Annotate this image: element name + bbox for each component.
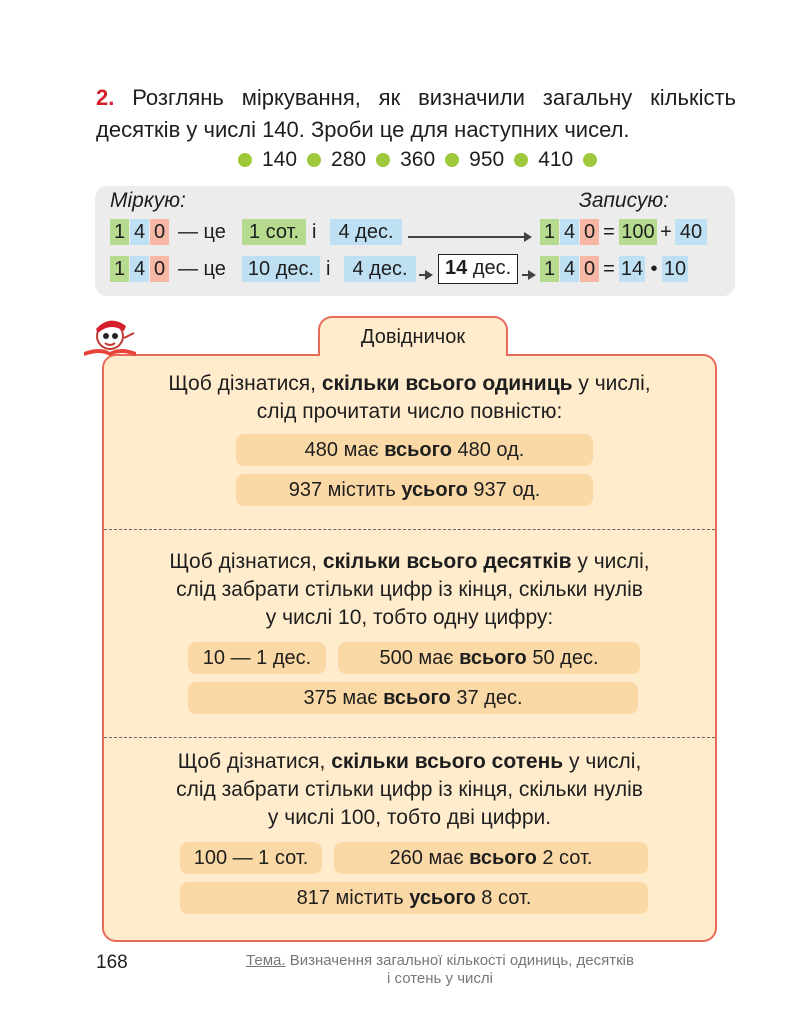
- page-footer: [210, 952, 670, 988]
- example-bold: усього: [409, 887, 476, 909]
- hundreds-example-3: [180, 882, 648, 914]
- units-example-1: [236, 434, 593, 466]
- number-item: 360: [400, 148, 436, 171]
- hundreds-example-2: [334, 842, 648, 874]
- and-text: і: [312, 221, 317, 243]
- reasoning-line-1: [110, 219, 720, 245]
- tens-example-3: [188, 682, 638, 714]
- rule-post: у числі,: [577, 550, 650, 573]
- rule-pre: Щоб дізнатися,: [168, 372, 317, 395]
- reasoning-line-2: [110, 256, 720, 282]
- hundreds-example-1: 100 — 1 сот.: [180, 842, 322, 874]
- value-tens: 40: [675, 219, 707, 245]
- section-divider: [104, 529, 715, 530]
- rule-line2: слід забрати стільки цифр із кінця, скільки нулів: [176, 578, 643, 601]
- numbers-row: [228, 145, 607, 175]
- number-item: 410: [538, 148, 574, 171]
- example-bold: всього: [384, 439, 452, 461]
- rule-pre: Щоб дізнатися,: [169, 550, 318, 573]
- example-text: 50 дес.: [532, 647, 599, 669]
- digit-hundreds: 1: [110, 219, 129, 245]
- rule-post: у числі,: [578, 372, 651, 395]
- section-divider: [104, 737, 715, 738]
- rule-line3: у числі 100, тобто дві цифри.: [267, 806, 552, 829]
- digit-hundreds: 1: [110, 256, 129, 282]
- reasoning-header: Міркую:: [110, 189, 186, 212]
- part-tens: 4 дес.: [330, 219, 402, 245]
- example-text: 2 сот.: [542, 847, 593, 869]
- arrow-icon: [408, 236, 530, 238]
- helper-tab: Довідничок: [318, 316, 508, 356]
- example-text: 480 од.: [457, 439, 525, 461]
- value-hundreds: 100: [619, 219, 657, 245]
- footer-topic-text: Визначення загальної кількості одиниць, десятків: [289, 952, 634, 969]
- writing-header: Записую:: [579, 189, 669, 212]
- example-text: 37 дес.: [456, 687, 523, 709]
- example-bold: всього: [383, 687, 451, 709]
- hundreds-rule: [102, 748, 717, 832]
- digit-hundreds: 1: [540, 256, 559, 282]
- digit-units: 0: [580, 219, 599, 245]
- equals-sign: =: [603, 221, 615, 243]
- total-tens-box: [438, 254, 518, 284]
- bullet-dot-icon: [238, 153, 252, 167]
- dash-text: — це: [178, 221, 226, 243]
- example-text: 375 має: [303, 687, 378, 709]
- task-text: Розглянь міркування, як визначили загальну кількість десятків у числі 140. Зроби це для наступних чисел.: [96, 85, 736, 142]
- rule-bold: скільки всього одиниць: [321, 372, 573, 395]
- tens-example-2: [338, 642, 640, 674]
- part-tens: 4 дес.: [344, 256, 416, 282]
- example-text: 8 сот.: [481, 887, 532, 909]
- page-number: 168: [96, 952, 128, 973]
- footer-topic-label: Тема.: [246, 952, 286, 969]
- rule-bold: скільки всього сотень: [331, 750, 564, 773]
- example-text: 480 має: [304, 439, 379, 461]
- number-item: 280: [331, 148, 367, 171]
- rule-line2: слід прочитати число повністю:: [256, 400, 563, 423]
- part-tens: 10 дес.: [242, 256, 320, 282]
- multiply-sign: •: [650, 258, 658, 280]
- arrow-icon: [419, 274, 431, 276]
- footer-topic-text-2: і сотень у числі: [387, 970, 493, 987]
- rule-post: у числі,: [569, 750, 642, 773]
- digit-hundreds: 1: [540, 219, 559, 245]
- value-tens: 14: [620, 258, 644, 280]
- example-text: 937 од.: [473, 479, 541, 501]
- equals-sign: =: [603, 258, 615, 280]
- value-ten: 10: [663, 258, 687, 280]
- rule-line3: у числі 10, тобто одну цифру:: [265, 606, 554, 629]
- digit-units: 0: [150, 219, 169, 245]
- bullet-dot-icon: [307, 153, 321, 167]
- units-rule: [102, 370, 717, 426]
- digit-tens: 4: [130, 256, 149, 282]
- plus-sign: +: [660, 221, 672, 243]
- part-hundreds: 1 сот.: [242, 219, 306, 245]
- digit-tens: 4: [130, 219, 149, 245]
- example-bold: всього: [459, 647, 527, 669]
- example-bold: всього: [469, 847, 537, 869]
- bullet-dot-icon: [445, 153, 459, 167]
- example-text: 817 містить: [296, 887, 404, 909]
- units-example-2: [236, 474, 593, 506]
- rule-bold: скільки всього десятків: [322, 550, 572, 573]
- number-item: 950: [469, 148, 505, 171]
- digit-tens: 4: [560, 256, 579, 282]
- total-tens-number: 14: [445, 257, 468, 279]
- example-text: 937 містить: [288, 479, 396, 501]
- number-item: 140: [262, 148, 298, 171]
- rule-pre: Щоб дізнатися,: [177, 750, 326, 773]
- dash-text: — це: [178, 258, 226, 280]
- arrow-icon: [522, 274, 534, 276]
- example-text: 500 має: [379, 647, 454, 669]
- reasoning-box: [95, 186, 735, 296]
- digit-units: 0: [580, 256, 599, 282]
- bullet-dot-icon: [514, 153, 528, 167]
- tens-example-1: 10 — 1 дес.: [188, 642, 326, 674]
- task-number: 2.: [96, 85, 115, 110]
- rule-line2: слід забрати стільки цифр із кінця, скільки нулів: [176, 778, 643, 801]
- mascot-icon: [80, 312, 140, 358]
- bullet-dot-icon: [583, 153, 597, 167]
- bullet-dot-icon: [376, 153, 390, 167]
- example-text: 260 має: [389, 847, 464, 869]
- tens-rule: [102, 548, 717, 632]
- and-text: і: [326, 258, 331, 280]
- example-bold: усього: [401, 479, 468, 501]
- digit-tens: 4: [560, 219, 579, 245]
- total-tens-unit: дес.: [472, 257, 512, 279]
- task-2: [96, 82, 736, 146]
- digit-units: 0: [150, 256, 169, 282]
